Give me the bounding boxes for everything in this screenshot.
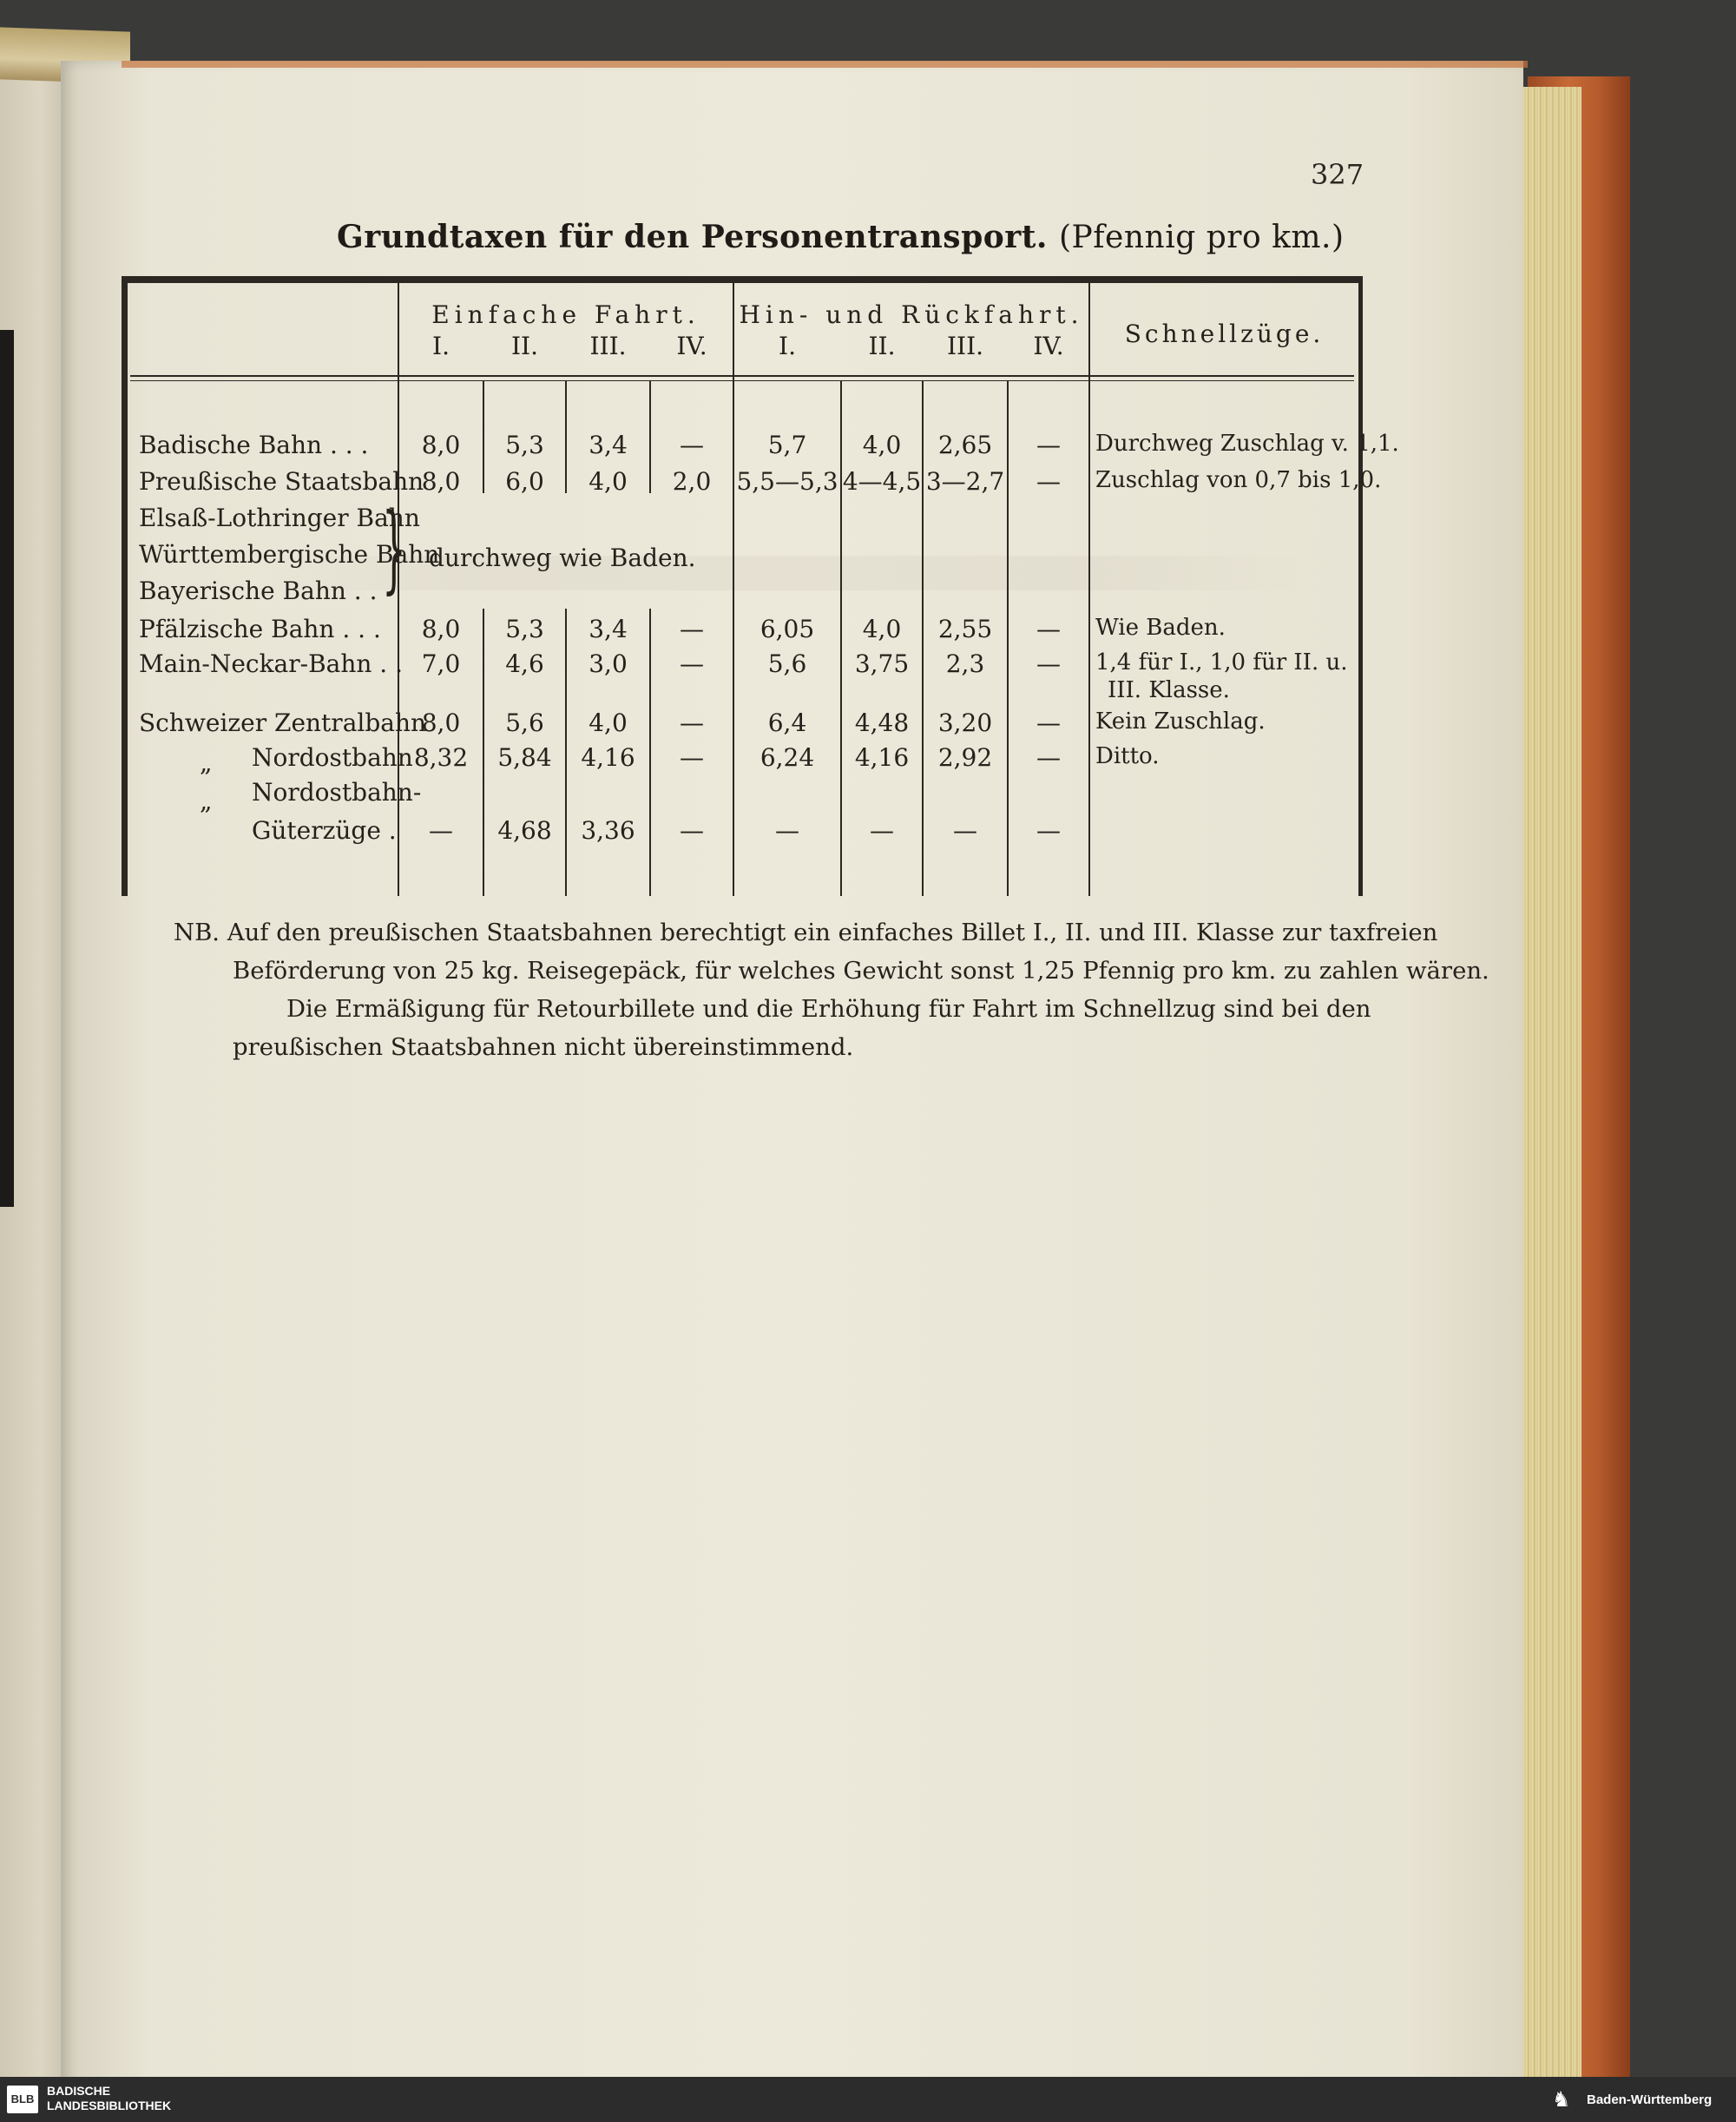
- schnellzug-cell: III. Klasse.: [1108, 677, 1230, 703]
- table-cell: —: [870, 816, 894, 845]
- ditto-mark: „: [200, 787, 213, 815]
- table-cell: 3,0: [589, 649, 628, 678]
- table-cell: 7,0: [421, 649, 461, 678]
- table-cell: —: [680, 649, 704, 678]
- table-cell: 3,4: [589, 431, 628, 459]
- table-cell: —: [1036, 743, 1061, 772]
- left-shadow: [0, 330, 14, 1207]
- page-number: 327: [1311, 158, 1364, 191]
- table-cell: —: [953, 816, 977, 845]
- table-cell: —: [1036, 816, 1061, 845]
- table-cell: 5,6: [505, 708, 544, 737]
- header-hin-rueckfahrt: Hin- und Rückfahrt.: [739, 300, 1084, 329]
- header-class: III.: [589, 332, 627, 360]
- header-einfache-fahrt: Einfache Fahrt.: [431, 300, 700, 329]
- brace: }: [382, 492, 406, 603]
- table-cell: 8,0: [421, 431, 461, 459]
- state-name: Baden-Württemberg: [1587, 2092, 1713, 2107]
- table-cell: 5,7: [767, 431, 807, 459]
- bw-crest-icon: ♞: [1552, 2087, 1571, 2112]
- header-class: I.: [779, 332, 796, 360]
- header-class: II.: [510, 332, 539, 360]
- table-cell: —: [1036, 431, 1061, 459]
- row-label: Main-Neckar-Bahn . .: [139, 649, 404, 678]
- table-cell: —: [680, 743, 704, 772]
- table-cell: 3,20: [937, 708, 993, 737]
- table-cell: 5,3: [505, 615, 544, 643]
- footer-bar: [0, 2077, 1736, 2122]
- row-label: Bayerische Bahn . .: [139, 577, 378, 605]
- table-cell: —: [680, 431, 704, 459]
- table-cell: —: [1036, 467, 1061, 496]
- table-cell: 2,92: [937, 743, 993, 772]
- table-cell: 6,0: [505, 467, 544, 496]
- schnellzug-cell: Durchweg Zuschlag v. 1,1.: [1095, 431, 1399, 457]
- table-cell: 3,36: [581, 816, 635, 845]
- table-cell: 3,75: [854, 649, 910, 678]
- table-cell: 4—4,5: [842, 467, 922, 496]
- row-label: Pfälzische Bahn . . .: [139, 615, 381, 643]
- schnellzug-cell: Ditto.: [1095, 743, 1160, 769]
- table-cell: —: [429, 816, 453, 845]
- nb-line: preußischen Staatsbahnen nicht übereinstimmend.: [233, 1033, 854, 1061]
- table-cell: 2,3: [945, 649, 985, 678]
- table-cell: 8,32: [413, 743, 469, 772]
- row-label: Badische Bahn . . .: [139, 431, 369, 459]
- table-cell: —: [1036, 615, 1061, 643]
- table-cell: 4,48: [854, 708, 910, 737]
- table-cell: 8,0: [421, 467, 461, 496]
- library-name: BADISCHE LANDESBIBLIOTHEK: [47, 2084, 172, 2112]
- row-label: Güterzüge .: [252, 816, 397, 845]
- table-cell: —: [1036, 708, 1061, 737]
- page-title: [337, 219, 1345, 255]
- header-class: IV.: [676, 332, 707, 360]
- title-unit: (Pfennig pro km.): [1058, 220, 1345, 255]
- page-top-edge: [122, 61, 1528, 68]
- table-cell: 5,3: [505, 431, 544, 459]
- row-label: Nordostbahn-: [252, 778, 422, 807]
- table-cell: 4,0: [589, 467, 628, 496]
- row-label: Nordostbahn: [252, 743, 413, 772]
- schnellzug-cell: Zuschlag von 0,7 bis 1,0.: [1095, 467, 1382, 493]
- brace-text: durchweg wie Baden.: [429, 544, 696, 572]
- table-cell: —: [680, 816, 704, 845]
- nb-line: Beförderung von 25 kg. Reisegepäck, für welches Gewicht sonst 1,25 Pfennig pro km. zu zahlen wären.: [233, 957, 1489, 985]
- table-cell: 6,24: [760, 743, 815, 772]
- table-cell: —: [680, 708, 704, 737]
- row-label: Preußische Staatsbahn: [139, 467, 424, 496]
- table-cell: 3—2,7: [925, 467, 1005, 496]
- schnellzug-cell: 1,4 für I., 1,0 für II. u.: [1095, 649, 1348, 675]
- blb-logo: BLB: [7, 2086, 38, 2113]
- table-cell: —: [775, 816, 799, 845]
- fare-table: [122, 276, 1399, 896]
- table-cell: 4,0: [589, 708, 628, 737]
- header-class: IV.: [1033, 332, 1064, 360]
- row-label: Württembergische Bahn: [139, 540, 440, 569]
- header-class: II.: [868, 332, 896, 360]
- table-cell: 6,4: [767, 708, 807, 737]
- schnellzug-cell: Wie Baden.: [1095, 615, 1226, 641]
- nb-line: Die Ermäßigung für Retourbillete und die Erhöhung für Fahrt im Schnellzug sind bei den: [286, 995, 1371, 1023]
- title-main: Grundtaxen für den Personentransport.: [337, 219, 1048, 255]
- header-class: III.: [946, 332, 984, 360]
- table-cell: 4,6: [505, 649, 544, 678]
- row-label: Elsaß-Lothringer Bahn: [139, 504, 420, 532]
- schnellzug-cell: Kein Zuschlag.: [1095, 708, 1266, 735]
- table-cell: 5,84: [497, 743, 552, 772]
- table-cell: 2,0: [672, 467, 712, 496]
- table-cell: 4,0: [862, 431, 902, 459]
- table-cell: —: [680, 615, 704, 643]
- table-cell: —: [1036, 649, 1061, 678]
- table-cell: 5,6: [767, 649, 807, 678]
- table-cell: 5,5—5,3: [736, 467, 838, 496]
- table-cell: 4,0: [862, 615, 902, 643]
- table-cell: 4,16: [581, 743, 635, 772]
- table-cell: 8,0: [421, 708, 461, 737]
- table-cell: 3,4: [589, 615, 628, 643]
- row-label: Schweizer Zentralbahn: [139, 708, 427, 737]
- table-cell: 8,0: [421, 615, 461, 643]
- table-cell: 2,55: [937, 615, 993, 643]
- nb-line: NB. Auf den preußischen Staatsbahnen berechtigt ein einfaches Billet I., II. und III. Klasse zur taxfreien: [174, 919, 1438, 946]
- header-schnellzuege: Schnellzüge.: [1124, 320, 1325, 348]
- table-cell: 2,65: [937, 431, 993, 459]
- header-class: I.: [432, 332, 450, 360]
- table-cell: 4,16: [854, 743, 910, 772]
- table-cell: 4,68: [497, 816, 552, 845]
- table-cell: 6,05: [760, 615, 815, 643]
- ditto-mark: „: [200, 748, 213, 777]
